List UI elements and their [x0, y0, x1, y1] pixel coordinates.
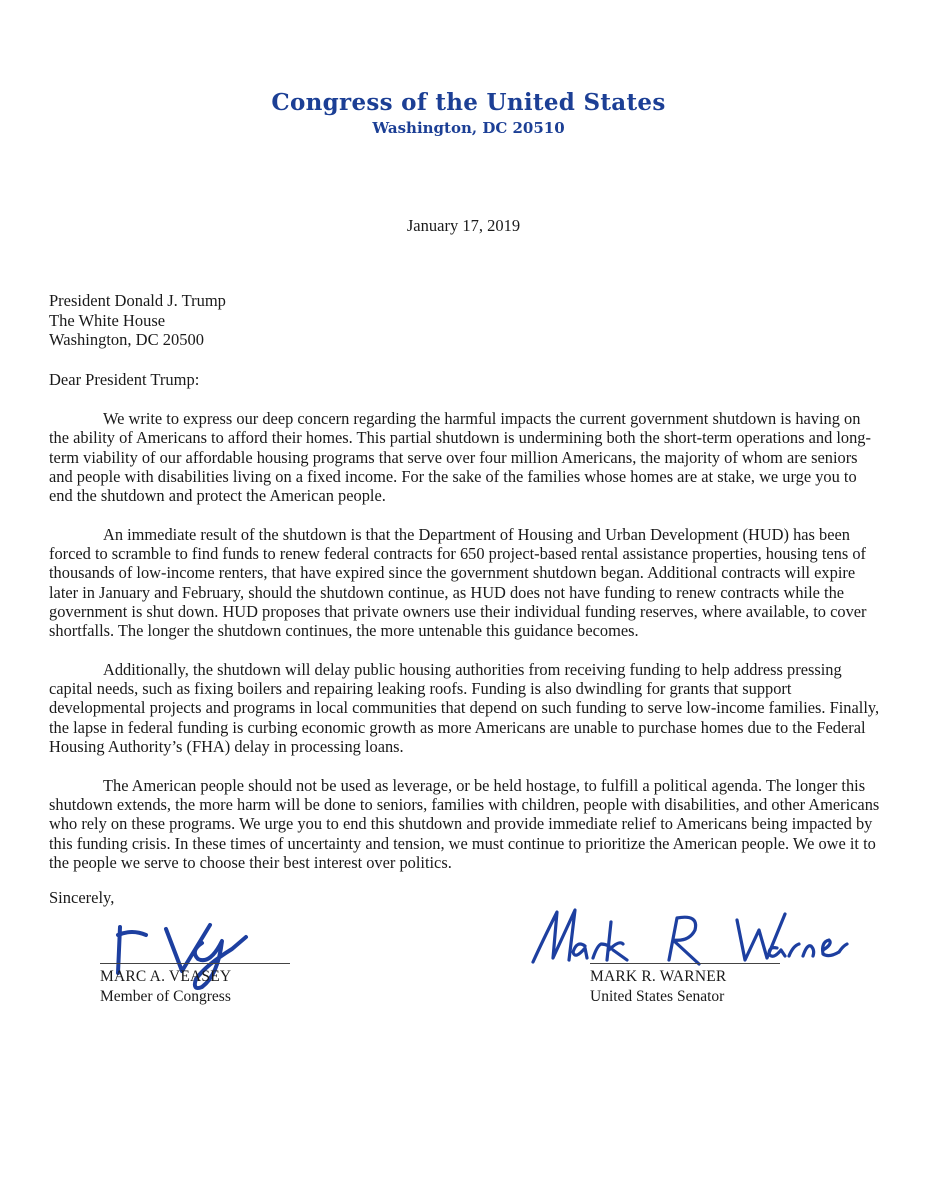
letterhead-subtitle: Washington, DC 20510 — [372, 119, 565, 137]
signatory-title: Member of Congress — [100, 988, 231, 1005]
body-paragraph-2: An immediate result of the shutdown is that the Department of Housing and Urban Development (HUD) has been forced to scramble to find funds to renew federal contracts for 650 project-based rental assistance properties, housing tens of thousands of low-income renters, that have expired since the government shutdown began. Additional contracts will expire later in January and February, should the shutdown continue, as HUD does not have funding to renew contracts while the government is shut down. HUD proposes that private owners use their individual funding reserves, where available, to cover shortfalls. The longer the shutdown continues, the more untenable this guidance becomes. — [49, 524, 867, 641]
signatory-name: MARK R. WARNER — [590, 968, 727, 985]
recipient-name: President Donald J. Trump — [49, 291, 226, 310]
signature-line — [590, 963, 780, 964]
letterhead — [0, 88, 927, 138]
recipient-address-line-2: Washington, DC 20500 — [49, 330, 204, 349]
closing: Sincerely, — [49, 888, 115, 907]
body-paragraph-1: We write to express our deep concern regarding the harmful impacts the current government shutdown is having on the ability of Americans to afford their homes. This partial shutdown is undermining both the short-term operations and long-term viability of our affordable housing programs that serve over four million Americans, the majority of whom are seniors and people with disabilities living on a fixed income. For the sake of the families whose homes are at stake, we urge you to end the shutdown and protect the American people. — [49, 409, 871, 506]
signature-block-right — [590, 963, 780, 1007]
recipient-address — [49, 291, 226, 350]
signatory-title: United States Senator — [590, 988, 725, 1005]
recipient-address-line-1: The White House — [49, 310, 166, 330]
signature-block-left — [100, 963, 290, 1007]
letterhead-title: Congress of the United States — [271, 89, 666, 116]
signatory-name: MARC A. VEASEY — [100, 968, 232, 985]
letter-date: January 17, 2019 — [406, 216, 521, 235]
body-paragraph-4: The American people should not be used as leverage, or be held hostage, to fulfill a political agenda. The longer this shutdown extends, the more harm will be done to seniors, families with children, people with disabilities, and other Americans who rely on these programs. We urge you to end this shutdown and provide immediate relief to Americans being impacted by this funding crisis. In these times of uncertainty and tension, we must continue to prioritize the American people. We owe it to the people we serve to choose their best interest over politics. — [49, 775, 880, 872]
signature-line — [100, 963, 290, 964]
letter-body — [49, 409, 881, 891]
body-paragraph-3: Additionally, the shutdown will delay public housing authorities from receiving funding to help address pressing capital needs, such as fixing boilers and repairing leaking roofs. Funding is also dwindling for grants that support developmental projects and programs in local communities that depend on such funding to serve low-income families. Finally, the lapse in federal funding is curbing economic growth as more Americans are unable to purchase homes due to the Federal Housing Authority’s (FHA) delay in processing loans. — [49, 659, 880, 757]
salutation: Dear President Trump: — [49, 370, 200, 389]
